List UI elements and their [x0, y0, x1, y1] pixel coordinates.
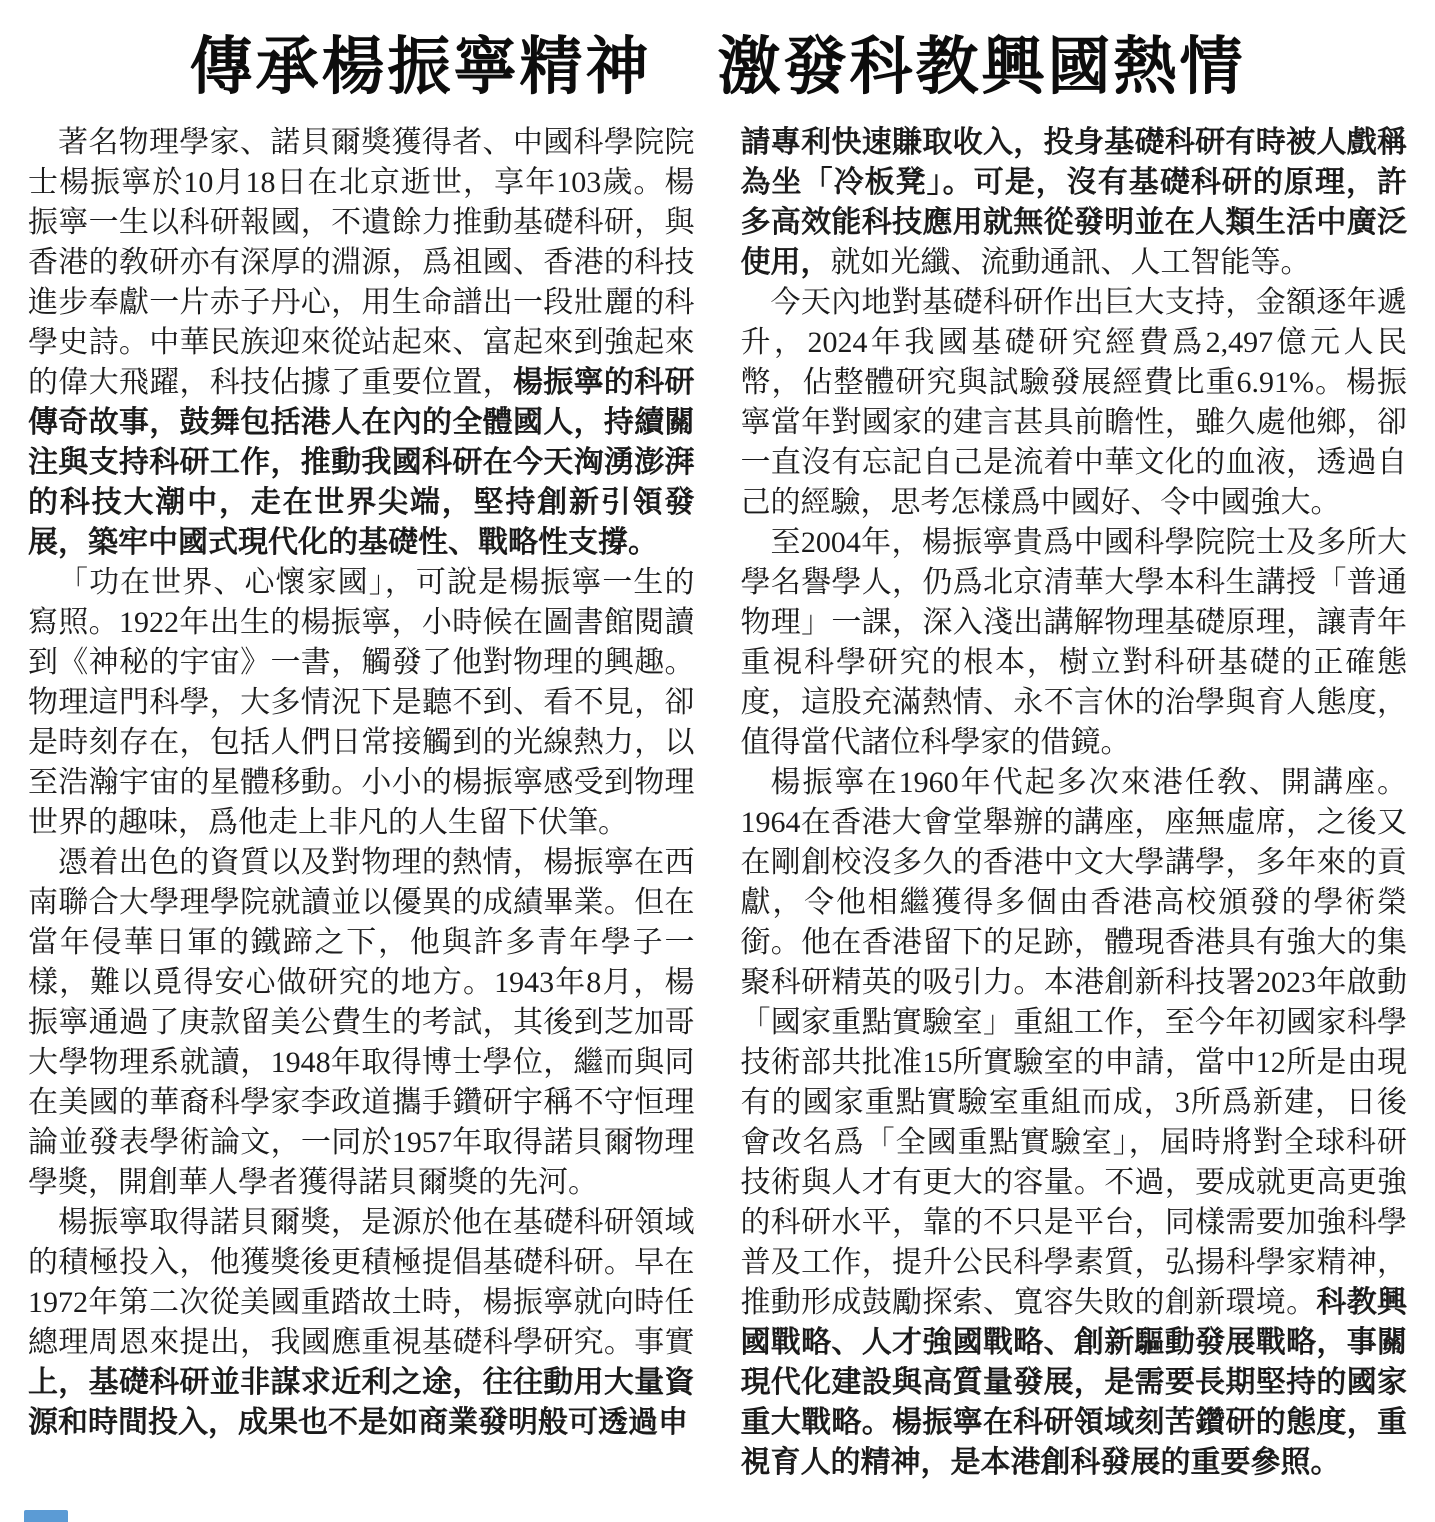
body-text: 著名物理學家、諾貝爾獎獲得者、中國科學院院士楊振寧於10月18日在北京逝世，享年103歲。楊振寧一生以科研報國，不遺餘力推動基礎科研，與香港的敎研亦有深厚的淵源，爲祖國、香港的科技進步奉獻一片赤子丹心，用生命譜出一段壯麗的科學史詩。中華民族迎來從站起來、富起來到強起來的偉大飛躍，科技佔據了重要位置， [28, 126, 695, 399]
article-paragraph [741, 283, 1408, 523]
article-paragraph [28, 123, 695, 563]
body-text: 楊振寧在1960年代起多次來港任敎、開講座。1964在香港大會堂舉辦的講座，座無虛席，之後又在剛創校沒多久的香港中文大學講學，多年來的貢獻，令他相繼獲得多個由香港高校頒發的學術榮銜。他在香港留下的足跡，體現香港具有強大的集聚科研精英的吸引力。本港創新科技署2023年啟動「國家重點實驗室」重組工作，至今年初國家科學技術部共批准15所實驗室的申請，當中12所是由現有的國家重點實驗室重組而成，3所爲新建，日後會改名爲「全國重點實驗室」，屆時將對全球科研技術與人才有更大的容量。不過，要成就更高更強的科研水平，靠的不只是平台，同樣需要加強科學普及工作，提升公民科學素質，弘揚科學家精神，推動形成鼓勵探索、寬容失敗的創新環境。 [740, 766, 1407, 1319]
body-text: 楊振寧取得諾貝爾獎，是源於他在基礎科研領域的積極投入，他獲獎後更積極提倡基礎科研。早在1972年第二次從美國重踏故土時，楊振寧就向時任總理周恩來提出，我國應重視基礎科學研究。事實 [28, 1206, 695, 1359]
article-paragraph [741, 763, 1408, 1483]
article-paragraph [741, 523, 1408, 763]
article-column-left [28, 123, 695, 1483]
article-title: 傳承楊振寧精神 激發科教興國熱情 [189, 32, 1246, 102]
body-text: 「功在世界、心懷家國」，可說是楊振寧一生的寫照。1922年出生的楊振寧，小時候在圖書館閱讀到《神秘的宇宙》一書，觸發了他對物理的興趣。物理這門科學，大多情況下是聽不到、看不見，卻是時刻存在，包括人們日常接觸到的光線熱力，以至浩瀚宇宙的星體移動。小小的楊振寧感受到物理世界的趣味，爲他走上非凡的人生留下伏筆。 [28, 566, 695, 839]
body-text: 就如光纖、流動通訊、人工智能等。 [830, 246, 1311, 279]
body-text: 憑着出色的資質以及對物理的熱情，楊振寧在西南聯合大學理學院就讀並以優異的成績畢業。但在當年侵華日軍的鐵蹄之下，他與許多青年學子一樣，難以覓得安心做研究的地方。1943年8月，楊振寧通過了庚款留美公費生的考試，其後到芝加哥大學物理系就讀，1948年取得博士學位，繼而與同在美國的華裔科學家李政道攜手鑽研宇稱不守恒理論並發表學術論文，一同於1957年取得諾貝爾物理學獎，開創華人學者獲得諾貝爾獎的先河。 [28, 846, 695, 1199]
body-text: 今天內地對基礎科研作出巨大支持，金額逐年遞升，2024年我國基礎研究經費爲2,497億元人民幣，佔整體研究與試驗發展經費比重6.91%。楊振寧當年對國家的建言甚具前瞻性，雖久處他鄉，卻一直沒有忘記自己是流着中華文化的血液，透過自己的經驗，思考怎樣爲中國好、令中國強大。 [740, 286, 1407, 519]
article-paragraph [741, 123, 1408, 283]
emphasis-text: 楊振寧的科研傳奇故事，鼓舞包括港人在內的全體國人，持續關注與支持科研工作，推動我國科研在今天洶湧澎湃的科技大潮中，走在世界尖端，堅持創新引領發展，築牢中國式現代化的基礎性、戰略性支撐。 [28, 366, 695, 559]
emphasis-text: 上，基礎科研並非謀求近利之途，往往動用大量資源和時間投入，成果也不是如商業發明般可透過申 [28, 1366, 695, 1439]
article-paragraph [28, 1203, 695, 1443]
emphasis-text: 請專利快速賺取收入，投身基礎科研有時被人戲稱為坐「冷板凳」。可是，沒有基礎科研的原理，許多高效能科技應用就無從發明並在人類生活中廣泛使用， [740, 126, 1407, 279]
body-text: 至2004年，楊振寧貴爲中國科學院院士及多所大學名譽學人，仍爲北京清華大學本科生講授「普通物理」一課，深入淺出講解物理基礎原理，讓青年重視科學研究的根本，樹立對科研基礎的正確態度，這股充滿熱情、永不言休的治學與育人態度，值得當代諸位科學家的借鏡。 [740, 526, 1407, 759]
blue-marker-graphic [24, 1510, 68, 1522]
article-paragraph [28, 563, 695, 843]
article-body [0, 123, 1435, 1483]
article-column-right [741, 123, 1408, 1483]
emphasis-text: 科教興國戰略、人才強國戰略、創新驅動發展戰略，事關現代化建設與高質量發展，是需要長期堅持的國家重大戰略。楊振寧在科研領域刻苦鑽研的態度，重視育人的精神，是本港創科發展的重要參照。 [740, 1286, 1408, 1479]
article-paragraph [28, 843, 695, 1203]
